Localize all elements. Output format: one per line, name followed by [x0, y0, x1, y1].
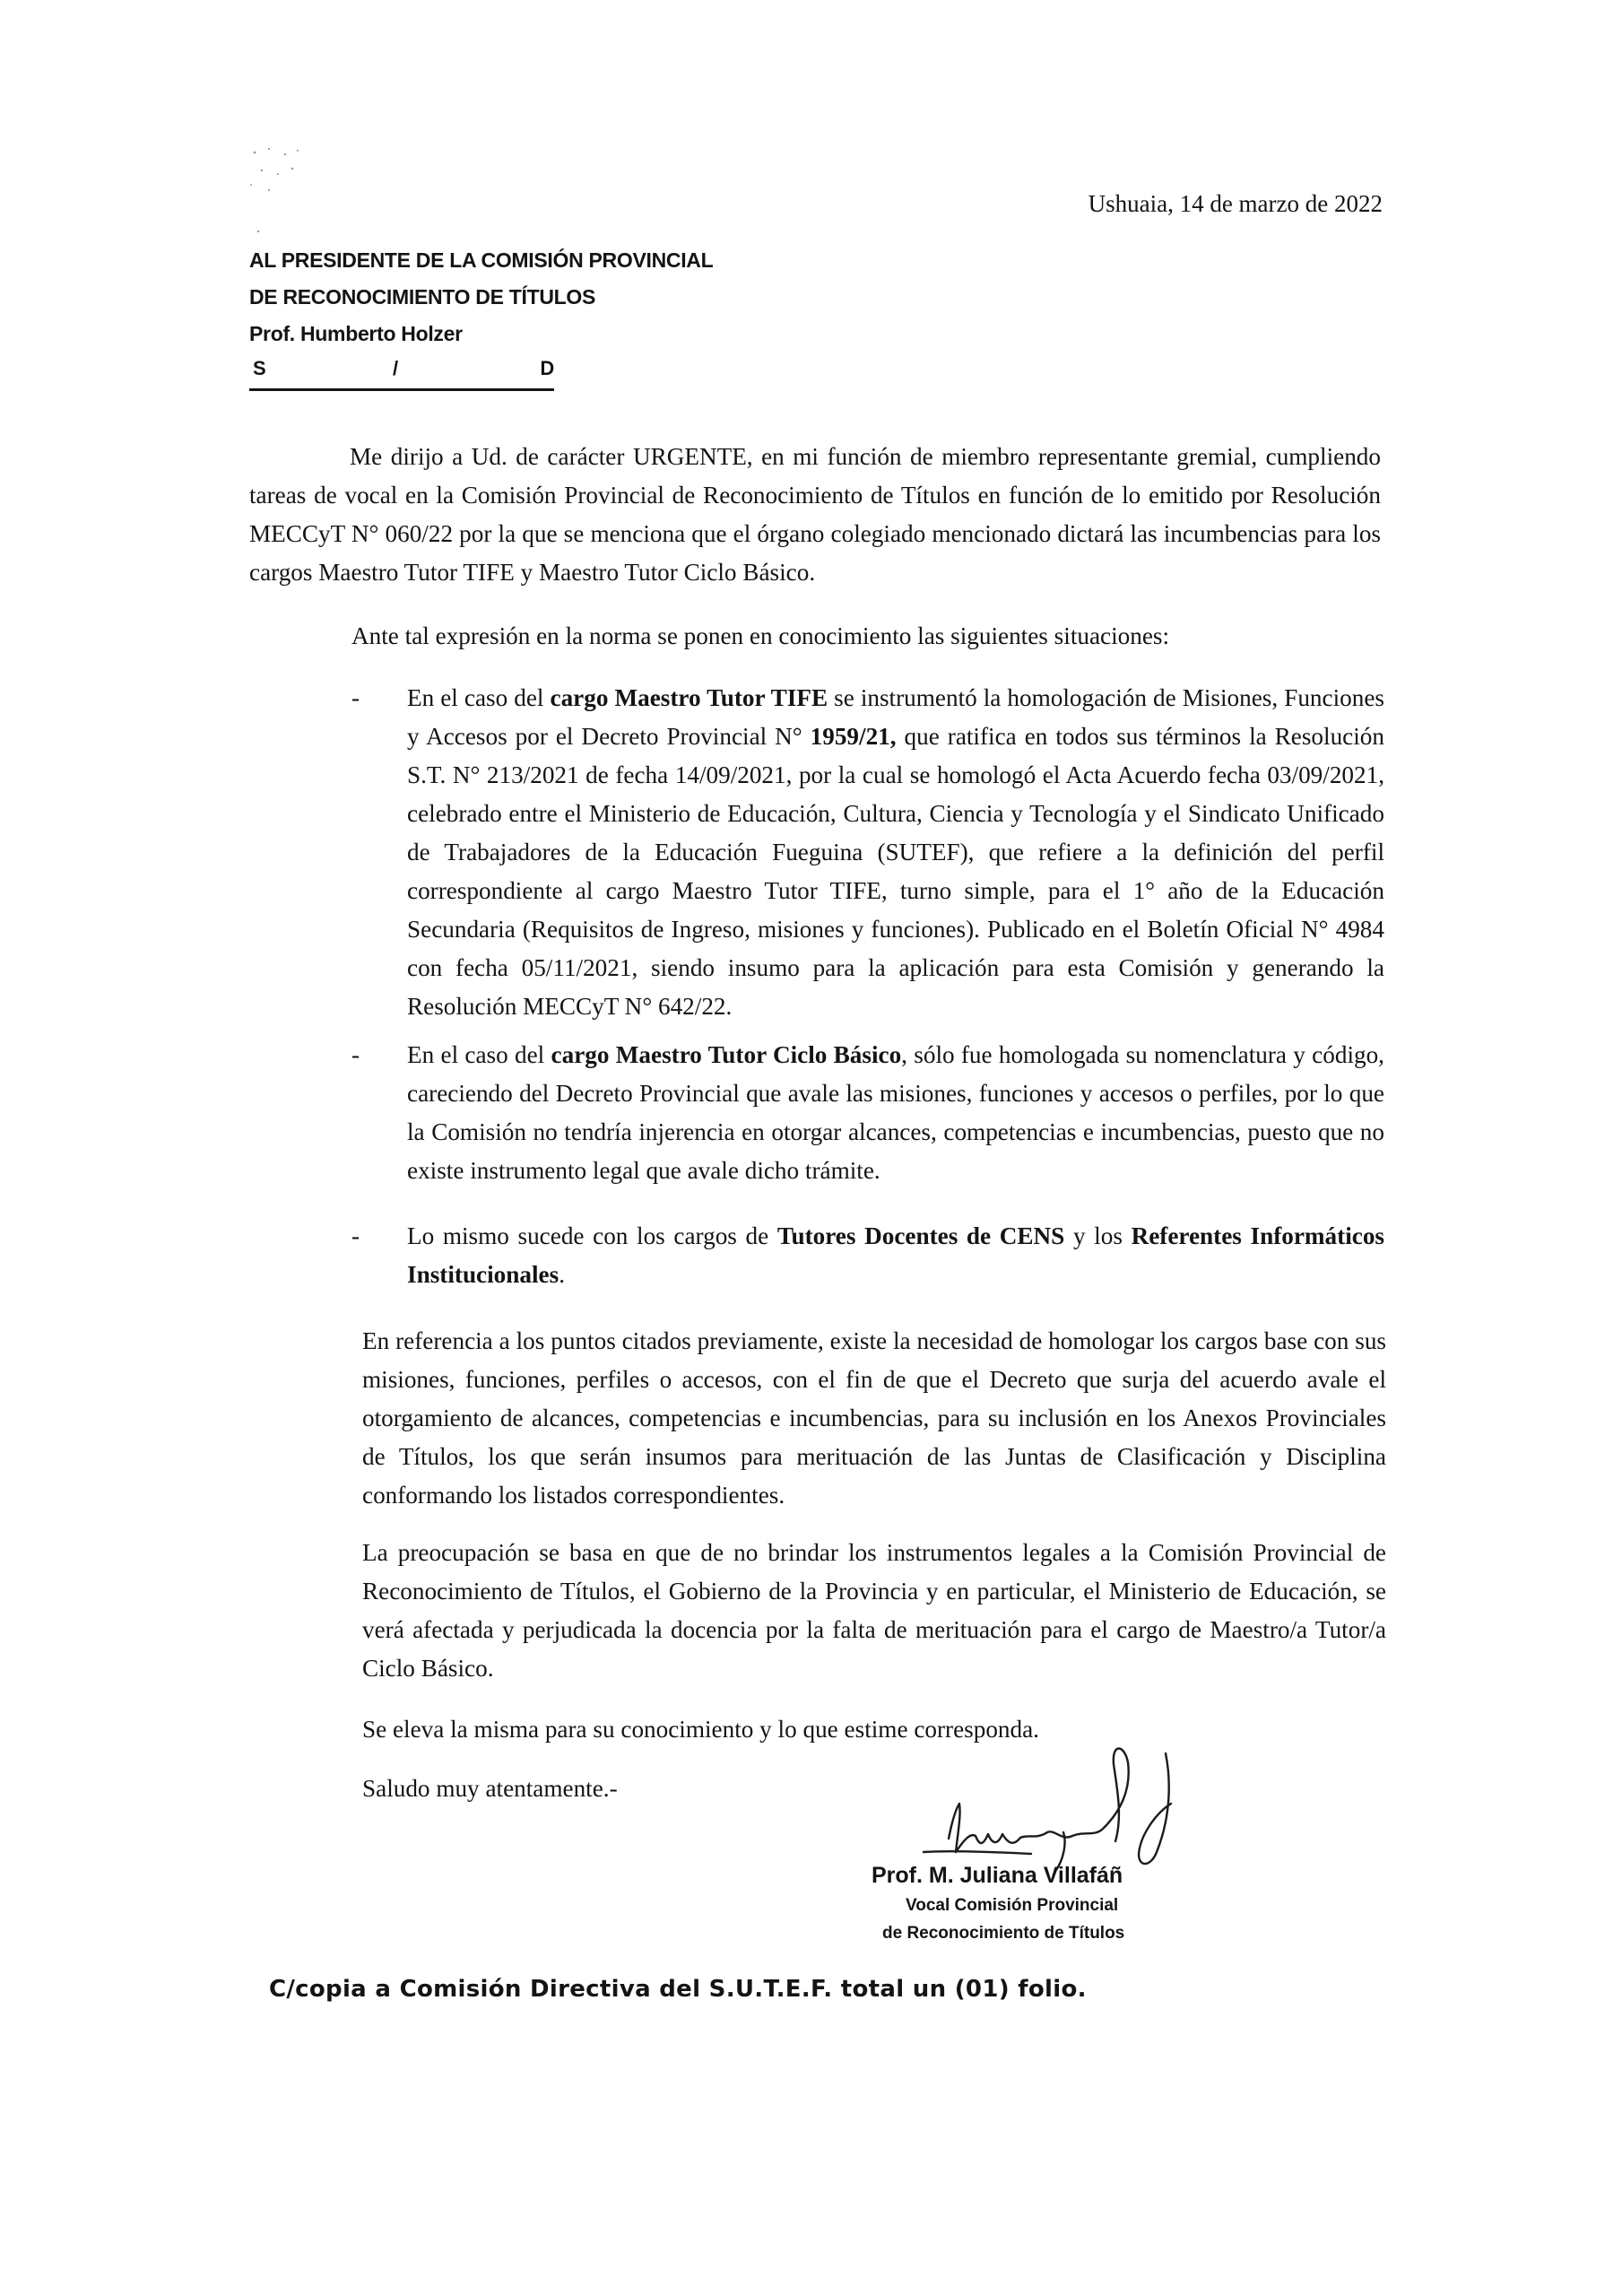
text-run: , sólo fue homologada su nomenclatura y código, careciendo del Decreto Provincial que avale las misiones, funciones y accesos o perfiles, por lo que la Comisión no tendría injerencia en otorgar alcances, competencias e incumbencias, puesto que no existe instrumento legal que avale dicho trámite.	[407, 1041, 1384, 1184]
bold-text-run: 1959/21,	[810, 723, 897, 750]
list-item	[351, 1036, 1384, 1190]
text-run: .	[559, 1261, 565, 1288]
text-run: que ratifica en todos sus términos la Resolución S.T. N° 213/2021 de fecha 14/09/2021, por la cual se homologó el Acta Acuerdo fecha 03/09/2021, celebrado entre el Ministerio de Educación, Cultura, Ciencia y Tecnología y el Sindicato Unificado de Trabajadores de la Educación Fueguina (SUTEF), que refiere a la definición del perfil correspondiente al cargo Maestro Tutor TIFE, turno simple, para el 1° año de la Educación Secundaria (Requisitos de Ingreso, misiones y funciones). Publicado en el Boletín Oficial N° 4984 con fecha 05/11/2021, siendo insumo para la aplicación para esta Comisión y generando la Resolución MECCyT N° 642/22.	[407, 723, 1384, 1020]
signer-block	[872, 1859, 1124, 1947]
signer-organization: de Reconocimiento de Títulos	[882, 1924, 1125, 1943]
bold-text-run: cargo Maestro Tutor TIFE	[550, 684, 828, 711]
bold-text-run: Referentes Informáticos Institucionales	[407, 1222, 1384, 1288]
bullet-text	[407, 1036, 1384, 1190]
bullet-dash: -	[351, 1041, 360, 1068]
bullet-dash: -	[351, 684, 360, 711]
text-run: En el caso del	[407, 684, 551, 711]
recipient-title-continued: DE RECONOCIMIENTO DE TÍTULOS	[249, 285, 596, 309]
salutation-s: S	[253, 357, 266, 379]
salutation-sd-line	[249, 352, 554, 391]
submission-paragraph: Se eleva la misma para su conocimiento y lo que estime corresponda.	[362, 1716, 1039, 1743]
lead-paragraph: Ante tal expresión en la norma se ponen en conocimiento las siguientes situaciones:	[351, 622, 1170, 649]
letter-date: Ushuaia, 14 de marzo de 2022	[1088, 190, 1383, 217]
signer-role: Vocal Comisión Provincial	[906, 1896, 1119, 1915]
bullet-text	[407, 1217, 1384, 1294]
signer-name: Prof. M. Juliana Villafáñ	[872, 1863, 1123, 1888]
text-run: y los	[1064, 1222, 1132, 1249]
text-run: En el caso del	[407, 1041, 551, 1068]
copy-note: C/copia a Comisión Directiva del S.U.T.E.F. total un (01) folio.	[269, 1976, 1087, 2003]
intro-paragraph: Me dirijo a Ud. de carácter URGENTE, en mi función de miembro representante gremial, cumpliendo tareas de vocal en la Comisión Provincial de Reconocimiento de Títulos en función de lo emitido por Resolución MECCyT N° 060/22 por la que se menciona que el órgano colegiado mencionado dictará las incumbencias para los cargos Maestro Tutor TIFE y Maestro Tutor Ciclo Básico.	[249, 443, 1381, 586]
list-item	[351, 1217, 1384, 1294]
concern-paragraph: La preocupación se basa en que de no brindar los instrumentos legales a la Comisión Provincial de Reconocimiento de Títulos, el Gobierno de la Provincia y en particular, el Ministerio de Educación, se verá afectada y perjudicada la docencia por la falta de merituación para el cargo de Maestro/a Tutor/a Ciclo Básico.	[362, 1539, 1386, 1682]
recipient-title: AL PRESIDENTE DE LA COMISIÓN PROVINCIAL	[249, 248, 714, 272]
salutation-d: D	[540, 357, 554, 379]
recipient-block	[249, 242, 713, 391]
bullet-dash: -	[351, 1222, 360, 1249]
salutation-slash: /	[393, 357, 398, 379]
bold-text-run: cargo Maestro Tutor Ciclo Básico	[551, 1041, 902, 1068]
text-run: Lo mismo sucede con los cargos de	[407, 1222, 777, 1249]
reference-paragraph: En referencia a los puntos citados previamente, existe la necesidad de homologar los cargos base con sus misiones, funciones, perfiles o accesos, con el fin de que el Decreto que surja del acuerdo avale el otorgamiento de alcances, competencias e incumbencias, para su inclusión en los Anexos Provinciales de Títulos, los que serán insumos para merituación de las Juntas de Clasificación y Disciplina conformando los listados correspondientes.	[362, 1327, 1386, 1509]
closing-salutation: Saludo muy atentamente.-	[362, 1775, 618, 1802]
scan-specks	[242, 144, 350, 242]
recipient-name: Prof. Humberto Holzer	[249, 322, 463, 345]
list-item	[351, 679, 1384, 1026]
text-run: se instrumentó la homologación de Misiones, Funciones y Accesos por el Decreto Provincial N°	[407, 684, 1384, 750]
bold-text-run: Tutores Docentes de CENS	[776, 1222, 1065, 1249]
bullet-text	[407, 679, 1384, 1026]
